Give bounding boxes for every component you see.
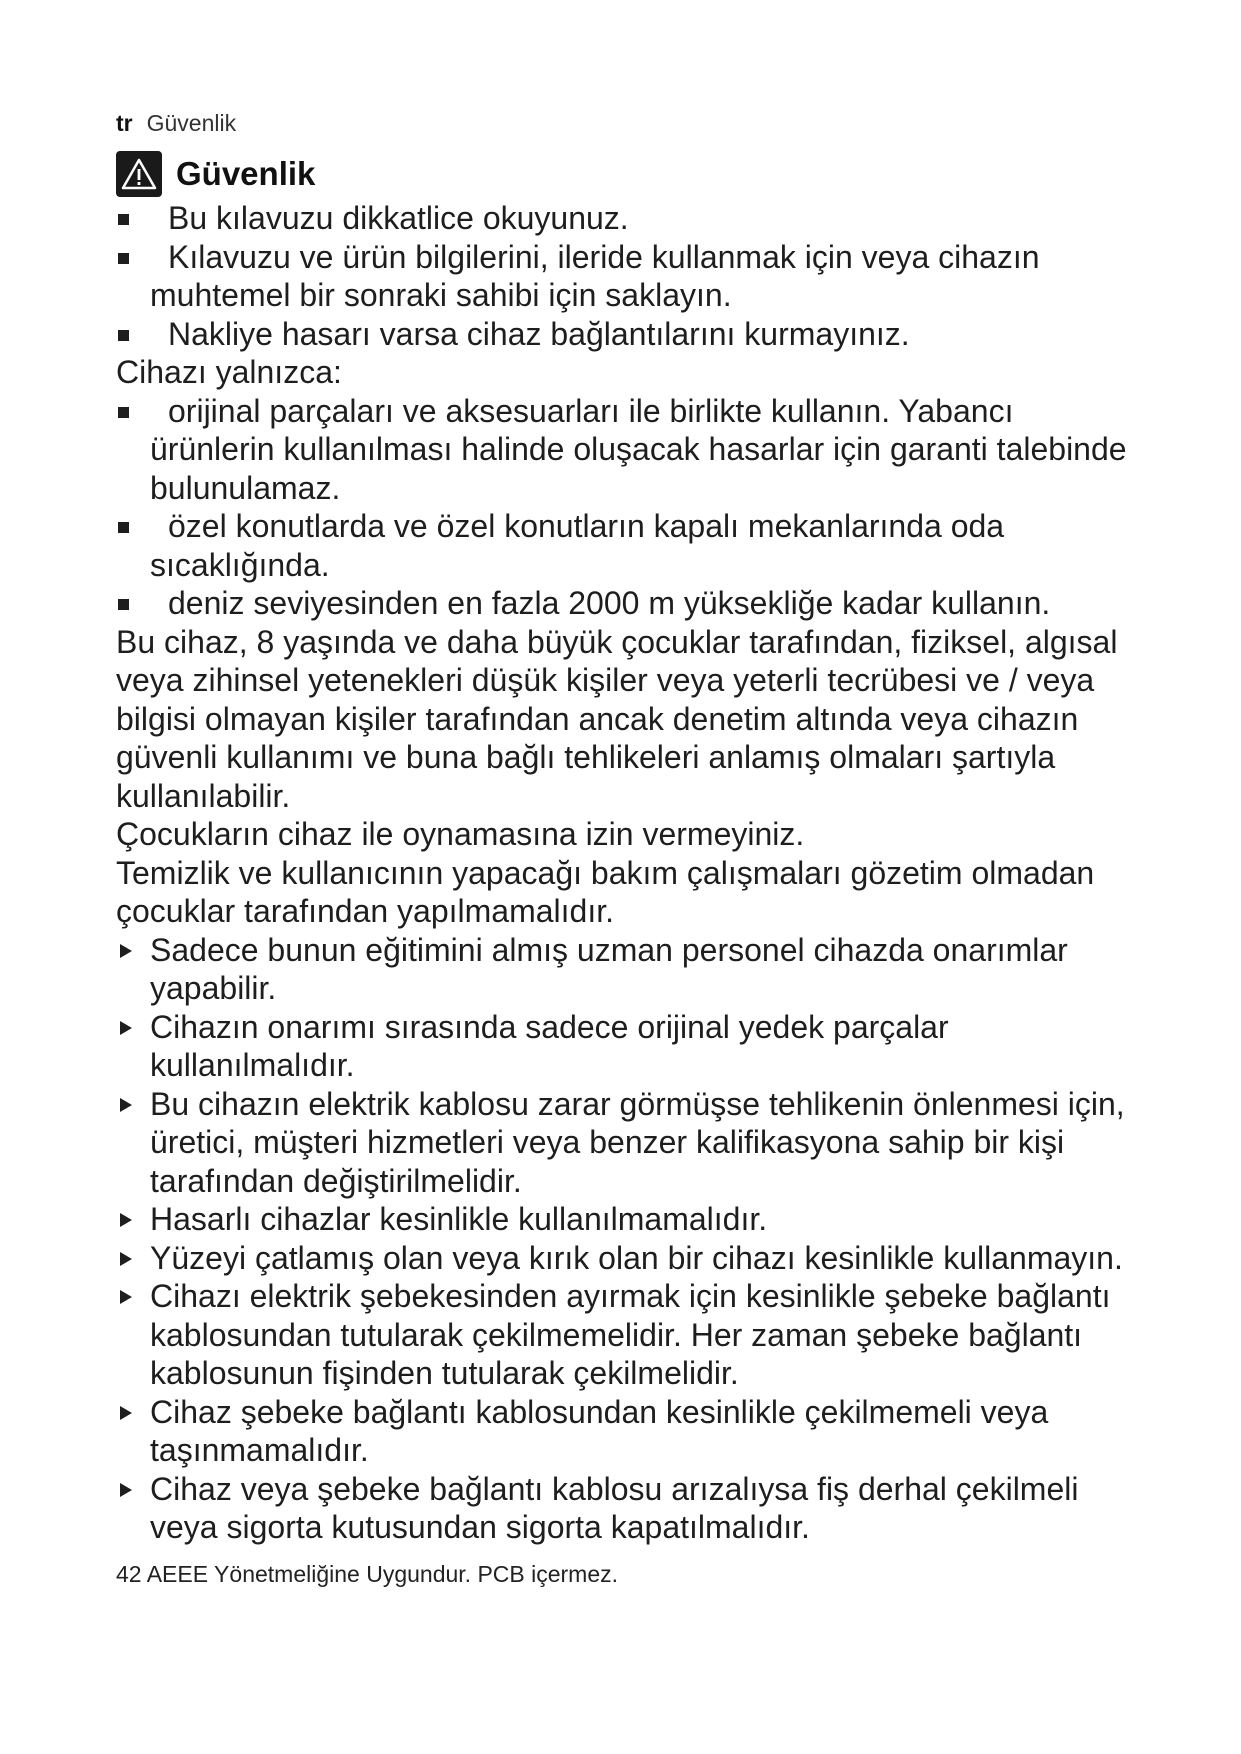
paragraph: Bu cihaz, 8 yaşında ve daha büyük çocuklar tarafından, fiziksel, algısal veya zihinsel yetenekleri düşük kişiler veya yeterli tecrübesi ve / veya bilgisi olmayan kişiler tarafından ancak denetim altında veya cihazın güvenli kullanımı ve buna bağlı tehlikeleri anlamış olmaları şartıyla kullanılabilir.: [116, 623, 1118, 814]
section-breadcrumb: Güvenlik: [146, 110, 237, 136]
language-code: tr: [116, 110, 133, 136]
triangle-bullet-icon: [120, 1021, 132, 1035]
list-item: Kılavuzu ve ürün bilgilerini, ileride kullanmak için veya cihazın muhtemel bir sonraki sahibi için saklayın.: [116, 238, 1146, 315]
triangle-bullet-icon: [120, 1290, 132, 1304]
page-number: 42: [116, 1560, 142, 1587]
action-item: Sadece bunun eğitimini almış uzman personel cihazda onarımlar yapabilir.: [116, 931, 1146, 1008]
list-item: Bu kılavuzu dikkatlice okuyunuz.: [116, 199, 1146, 238]
action-item: Cihazı elektrik şebekesinden ayırmak için kesinlikle şebeke bağlantı kablosundan tutularak çekilmemelidir. Her zaman şebeke bağlantı kablosunun fişinden tutularak çekilmelidir.: [116, 1277, 1146, 1393]
square-bullet-icon: [118, 253, 129, 264]
footer-note: AEEE Yönetmeliğine Uygundur. PCB içermez.: [146, 1560, 619, 1587]
triangle-bullet-icon: [120, 1483, 132, 1497]
paragraph: Çocukların cihaz ile oynamasına izin vermeyiniz.: [116, 816, 805, 852]
safety-content: [116, 199, 1146, 1547]
list-item: orijinal parçaları ve aksesuarları ile birlikte kullanın. Yabancı ürünlerin kullanılması halinde oluşacak hasarlar için garanti talebinde bulunulamaz.: [116, 392, 1146, 508]
action-item: Cihaz veya şebeke bağlantı kablosu arızalıysa fiş derhal çekilmeli veya sigorta kutusundan sigorta kapatılmalıdır.: [116, 1470, 1146, 1547]
section-title: [116, 151, 1146, 197]
triangle-bullet-icon: [120, 1252, 132, 1266]
action-item: Cihaz şebeke bağlantı kablosundan kesinlikle çekilmemeli veya taşınmamalıdır.: [116, 1393, 1146, 1470]
list-item: Nakliye hasarı varsa cihaz bağlantılarını kurmayınız.: [116, 315, 1146, 354]
warning-triangle-icon: [116, 151, 162, 197]
action-item: Hasarlı cihazlar kesinlikle kullanılmamalıdır.: [116, 1200, 1146, 1239]
triangle-bullet-icon: [120, 1213, 132, 1227]
square-bullet-icon: [118, 522, 129, 533]
action-item: Yüzeyi çatlamış olan veya kırık olan bir cihazı kesinlikle kullanmayın.: [116, 1239, 1146, 1278]
usage-intro: Cihazı yalnızca:: [116, 354, 342, 390]
triangle-bullet-icon: [120, 1098, 132, 1112]
page-footer: [116, 1561, 1146, 1588]
square-bullet-icon: [118, 407, 129, 418]
triangle-bullet-icon: [120, 1406, 132, 1420]
square-bullet-icon: [118, 214, 129, 225]
action-item: Cihazın onarımı sırasında sadece orijinal yedek parçalar kullanılmalıdır.: [116, 1008, 1146, 1085]
triangle-bullet-icon: [120, 944, 132, 958]
paragraph: Temizlik ve kullanıcının yapacağı bakım çalışmaları gözetim olmadan çocuklar tarafından yapılmamalıdır.: [116, 854, 1095, 929]
list-item: özel konutlarda ve özel konutların kapalı mekanlarında oda sıcaklığında.: [116, 507, 1146, 584]
action-item: Bu cihazın elektrik kablosu zarar görmüşse tehlikenin önlenmesi için, üretici, müşteri hizmetleri veya benzer kalifikasyona sahip bir kişi tarafından değiştirilmelidir.: [116, 1085, 1146, 1201]
square-bullet-icon: [118, 599, 129, 610]
manual-page: [116, 110, 1146, 1588]
list-item: deniz seviyesinden en fazla 2000 m yüksekliğe kadar kullanın.: [116, 584, 1146, 623]
page-title: Güvenlik: [176, 155, 316, 192]
page-header: [116, 110, 1146, 137]
square-bullet-icon: [118, 330, 129, 341]
